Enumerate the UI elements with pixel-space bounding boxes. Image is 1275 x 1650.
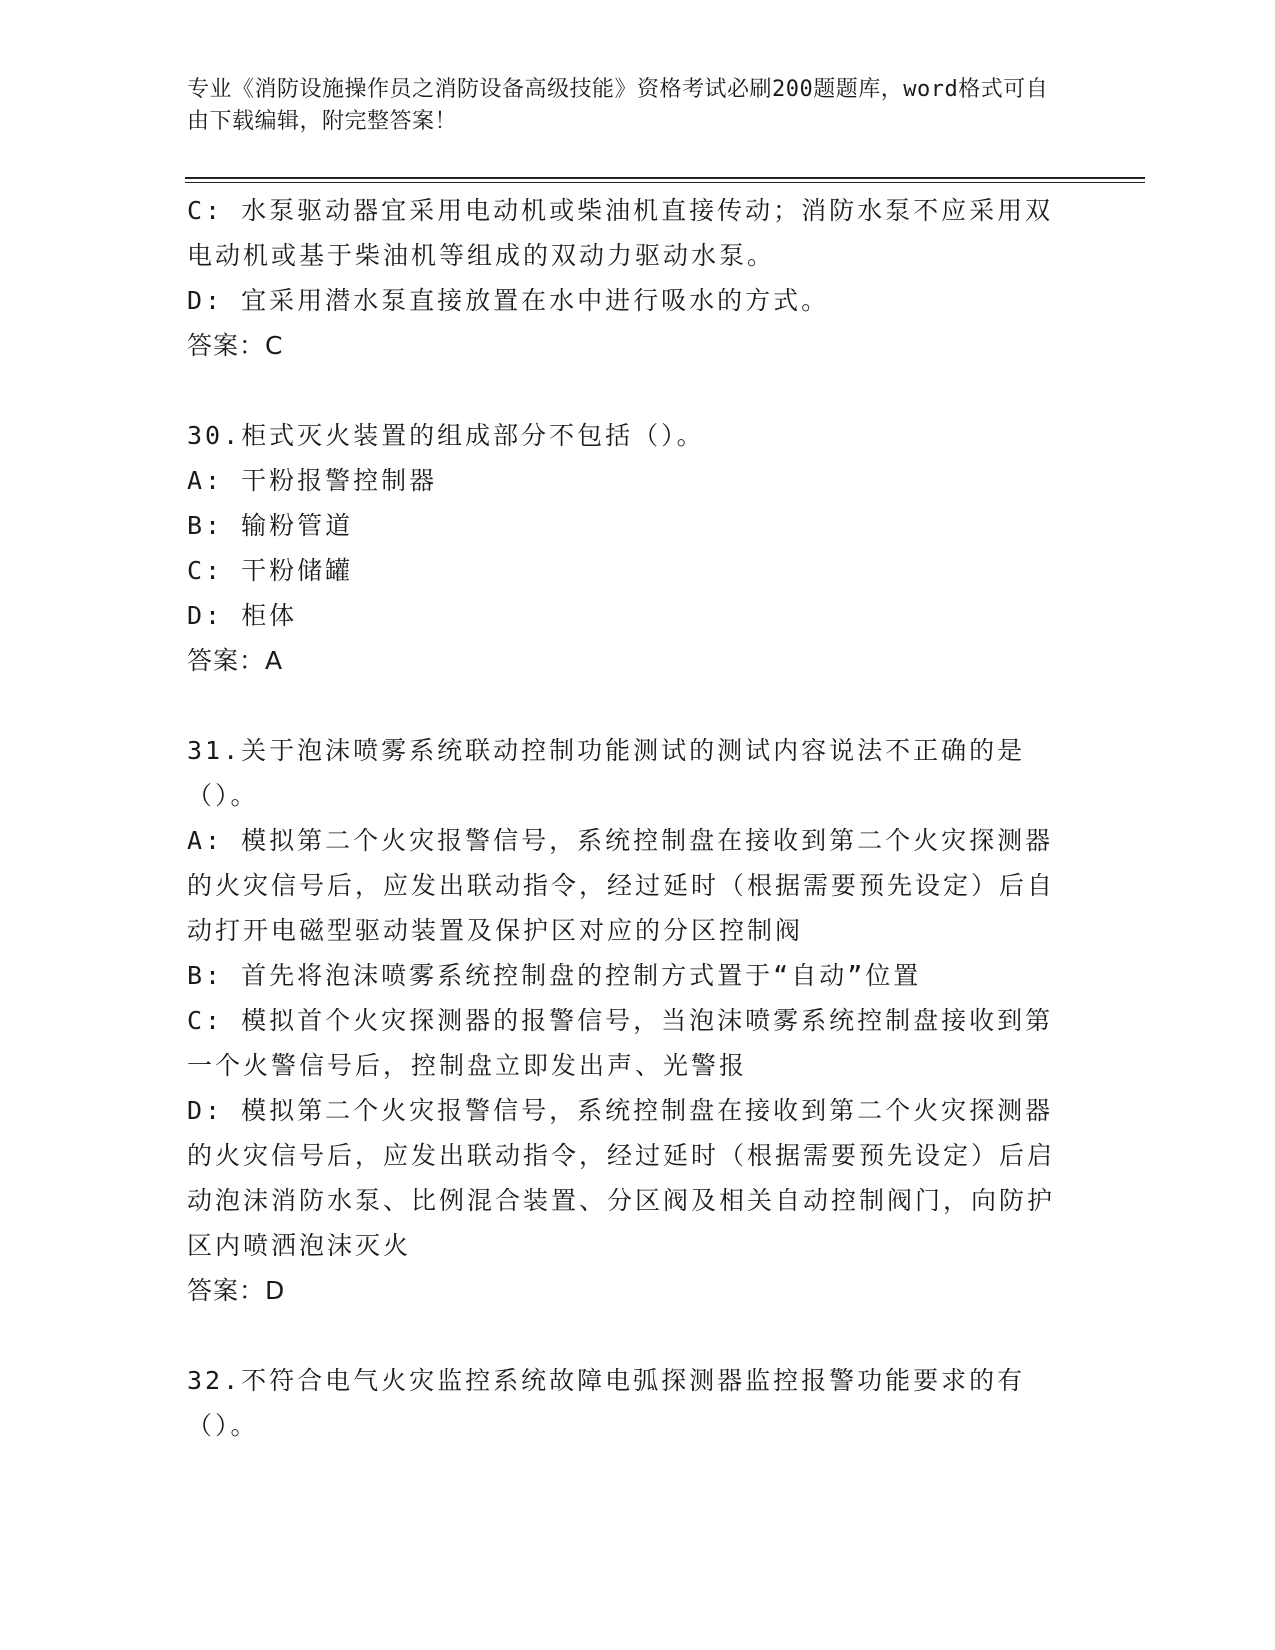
option-b: B: 首先将泡沫喷雾系统控制盘的控制方式置于“自动”位置 xyxy=(187,961,922,990)
answer-line: 答案：D xyxy=(187,1276,286,1305)
answer-line: 答案：C xyxy=(187,331,284,360)
document-body xyxy=(187,188,1067,1448)
option-d: D: 柜体 xyxy=(187,601,298,630)
option-d: D: 模拟第二个火灾报警信号，系统控制盘在接收到第二个火灾探测器的火灾信号后，应发出联动指令，经过延时（根据需要预先设定）后启动泡沫消防水泵、比例混合装置、分区阀及相关自动控制阀门，向防护区内喷洒泡沫灭火 xyxy=(187,1096,1056,1260)
option-b: B: 输粉管道 xyxy=(187,511,354,540)
question-29-continued xyxy=(187,188,1067,368)
option-c: C: 干粉储罐 xyxy=(187,556,354,585)
question-32 xyxy=(187,1358,1067,1448)
question-31 xyxy=(187,728,1067,1313)
question-stem: 32.不符合电气火灾监控系统故障电弧探测器监控报警功能要求的有（）。 xyxy=(187,1366,1026,1440)
answer-line: 答案：A xyxy=(187,646,284,675)
question-stem: 31.关于泡沫喷雾系统联动控制功能测试的测试内容说法不正确的是（）。 xyxy=(187,736,1026,810)
spacer xyxy=(187,683,1067,728)
option-c: C: 模拟首个火灾探测器的报警信号，当泡沫喷雾系统控制盘接收到第一个火警信号后，控制盘立即发出声、光警报 xyxy=(187,1006,1054,1080)
option-c: C: 水泵驱动器宜采用电动机或柴油机直接传动；消防水泵不应采用双电动机或基于柴油机等组成的双动力驱动水泵。 xyxy=(187,196,1054,270)
option-d: D: 宜采用潜水泵直接放置在水中进行吸水的方式。 xyxy=(187,286,830,315)
document-header: 专业《消防设施操作员之消防设备高级技能》资格考试必刷200题题库，word格式可自由下载编辑，附完整答案！ xyxy=(187,77,1049,134)
header-divider-thin xyxy=(185,182,1145,183)
header-divider-thick xyxy=(185,177,1145,179)
spacer xyxy=(187,1313,1067,1358)
spacer xyxy=(187,368,1067,413)
option-a: A: 干粉报警控制器 xyxy=(187,466,438,495)
option-a: A: 模拟第二个火灾报警信号，系统控制盘在接收到第二个火灾探测器的火灾信号后，应发出联动指令，经过延时（根据需要预先设定）后自动打开电磁型驱动装置及保护区对应的分区控制阀 xyxy=(187,826,1056,945)
question-30 xyxy=(187,413,1067,683)
question-stem: 30.柜式灭火装置的组成部分不包括（）。 xyxy=(187,421,705,450)
